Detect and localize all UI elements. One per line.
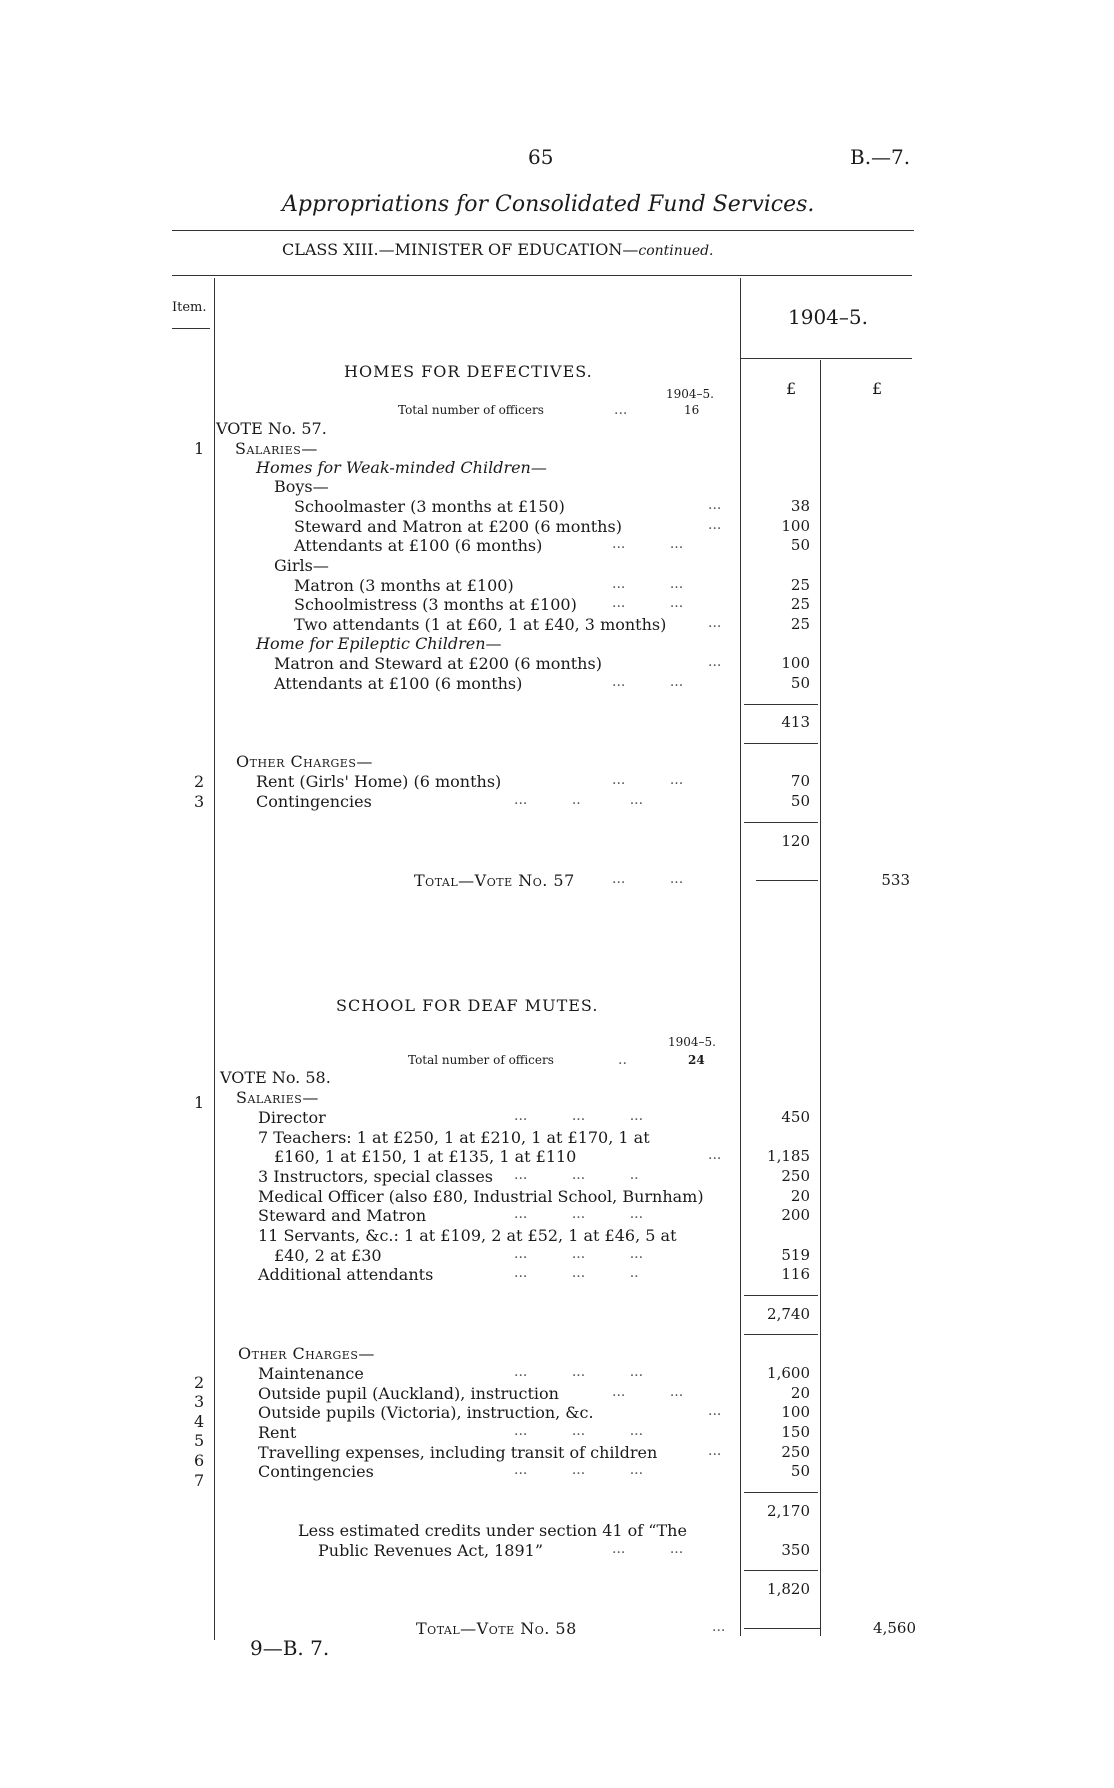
pound-sign-right: £ <box>872 379 883 398</box>
homes-row-label: Matron and Steward at £200 (6 months) <box>274 654 602 673</box>
homes-row-amount: 25 <box>790 595 810 613</box>
leader-dots: ... ... ... <box>514 1246 644 1262</box>
total-rule <box>744 1628 820 1629</box>
deaf-row-label: Additional attendants <box>258 1265 434 1284</box>
leader-dots: ... <box>708 497 722 513</box>
homes-row-amount: 50 <box>790 674 810 692</box>
homes-row-label: Steward and Matron at £200 (6 months) <box>294 517 622 536</box>
deaf-row-amount: 116 <box>781 1265 810 1283</box>
class-line: CLASS XIII.—MINISTER OF EDUCATION— <box>282 240 639 259</box>
subtotal-rule <box>744 743 818 744</box>
item-column-divider <box>214 278 215 1640</box>
deaf-row-label: £40, 2 at £30 <box>274 1246 382 1265</box>
deaf-heading: SCHOOL FOR DEAF MUTES. <box>336 996 599 1015</box>
deaf-other-amount: 250 <box>781 1443 810 1461</box>
document-reference: B.—7. <box>850 145 911 169</box>
leader-dots: ... .. ... <box>514 792 644 808</box>
homes-officers-year: 1904–5. <box>666 387 714 401</box>
item-header-rule <box>172 328 210 329</box>
deaf-officers-count: 24 <box>688 1053 705 1067</box>
amount-column-divider-left <box>740 278 741 1636</box>
deaf-row-amount: 1,185 <box>767 1147 810 1165</box>
homes-row-amount: 100 <box>781 654 810 672</box>
class-heading <box>282 240 714 259</box>
deaf-other-label: Rent <box>258 1423 297 1442</box>
deaf-other-amount: 150 <box>781 1423 810 1441</box>
pound-sign-left: £ <box>786 379 797 398</box>
leader-dots: ... ... ... <box>514 1108 644 1124</box>
subtotal-rule <box>744 1492 818 1493</box>
leader-dots: ... <box>708 517 722 533</box>
leader-dots: ... ... <box>612 576 684 592</box>
deaf-other-label: Travelling expenses, including transit of children <box>258 1443 658 1462</box>
deaf-officers-year: 1904–5. <box>668 1035 716 1049</box>
homes-row-amount: 25 <box>790 615 810 633</box>
boys-heading: Boys— <box>274 477 329 496</box>
homes-vote-total-label: Total—Vote No. 57 <box>414 871 575 890</box>
leader-dots: ... ... <box>612 674 684 690</box>
deaf-vote-total-label: Total—Vote No. 58 <box>416 1619 577 1638</box>
total-rule <box>756 880 818 881</box>
homes-row-label: Attendants at £100 (6 months) <box>274 674 523 693</box>
deaf-credits-amount: 350 <box>781 1541 810 1559</box>
homes-other-total: 120 <box>781 832 810 850</box>
leader-dots: ... <box>708 615 722 631</box>
homes-heading: HOMES FOR DEFECTIVES. <box>344 362 593 381</box>
deaf-row-amount: 519 <box>781 1246 810 1264</box>
homes-other-label: Rent (Girls' Home) (6 months) <box>256 772 502 791</box>
deaf-net-total: 1,820 <box>767 1580 810 1598</box>
year-header-rule <box>740 358 912 359</box>
leader-dots: ... <box>712 1619 726 1635</box>
title-rule <box>172 230 914 231</box>
deaf-row-label: £160, 1 at £150, 1 at £135, 1 at £110 <box>274 1147 577 1166</box>
leader-dots: ... <box>708 1403 722 1419</box>
deaf-row-label: Medical Officer (also £80, Industrial School, Burnham) <box>258 1187 704 1206</box>
homes-other-label: Contingencies <box>256 792 372 811</box>
year-column-header: 1904–5. <box>788 305 868 329</box>
deaf-other-charges-heading: Other Charges— <box>238 1344 375 1363</box>
homes-row-amount: 100 <box>781 517 810 535</box>
homes-officers-dots: ... <box>614 402 628 418</box>
deaf-credits-line1: Less estimated credits under section 41 of “The <box>298 1521 687 1540</box>
deaf-other-amount: 50 <box>790 1462 810 1480</box>
deaf-row-amount: 450 <box>781 1108 810 1126</box>
subtotal-rule <box>744 822 818 823</box>
deaf-row-label: 7 Teachers: 1 at £250, 1 at £210, 1 at £170, 1 at <box>258 1128 650 1147</box>
leader-dots: ... ... <box>612 1541 684 1557</box>
leader-dots: ... ... <box>612 871 684 887</box>
deaf-other-amount: 20 <box>790 1384 810 1402</box>
deaf-officers-label: Total number of officers <box>408 1053 554 1067</box>
leader-dots: ... ... <box>612 536 684 552</box>
homes-other-amount: 70 <box>790 772 810 790</box>
deaf-vote-number: VOTE No. 58. <box>220 1068 331 1087</box>
deaf-other-label: Outside pupil (Auckland), instruction <box>258 1384 559 1403</box>
leader-dots: ... <box>708 1443 722 1459</box>
deaf-officers-dots: .. <box>618 1052 627 1068</box>
homes-row-amount: 38 <box>790 497 810 515</box>
deaf-credits-line2: Public Revenues Act, 1891” <box>318 1541 544 1560</box>
homes-row-label: Matron (3 months at £100) <box>294 576 514 595</box>
deaf-other-item: 2 <box>194 1373 205 1392</box>
deaf-other-label: Outside pupils (Victoria), instruction, &c. <box>258 1403 594 1422</box>
homes-vote-total: 533 <box>881 871 910 889</box>
deaf-row-label: Steward and Matron <box>258 1206 427 1225</box>
homes-salaries-total: 413 <box>781 713 810 731</box>
footer-signature: 9—B. 7. <box>250 1636 330 1660</box>
weak-minded-heading: Homes for Weak-minded Children— <box>256 458 547 477</box>
deaf-other-item: 5 <box>194 1431 205 1450</box>
subtotal-rule <box>744 704 818 705</box>
homes-salaries-heading: Salaries— <box>235 439 318 458</box>
amount-column-divider-mid <box>820 360 821 1636</box>
leader-dots: ... ... ... <box>514 1364 644 1380</box>
homes-row-label: Schoolmaster (3 months at £150) <box>294 497 565 516</box>
homes-row-label: Schoolmistress (3 months at £100) <box>294 595 577 614</box>
leader-dots: ... ... ... <box>514 1206 644 1222</box>
homes-row-amount: 50 <box>790 536 810 554</box>
homes-officers-label: Total number of officers <box>398 403 544 417</box>
deaf-row-label: 11 Servants, &c.: 1 at £109, 2 at £52, 1 at £46, 5 at <box>258 1226 677 1245</box>
leader-dots: ... ... ... <box>514 1423 644 1439</box>
deaf-salaries-item: 1 <box>194 1093 205 1112</box>
deaf-row-amount: 200 <box>781 1206 810 1224</box>
leader-dots: ... <box>708 1147 722 1163</box>
deaf-row-amount: 20 <box>790 1187 810 1205</box>
homes-other-item: 3 <box>194 792 205 811</box>
homes-other-charges-heading: Other Charges— <box>236 752 373 771</box>
epileptic-heading: Home for Epileptic Children— <box>256 634 502 653</box>
homes-row-label: Attendants at £100 (6 months) <box>294 536 543 555</box>
deaf-other-item: 3 <box>194 1392 205 1411</box>
homes-row-amount: 25 <box>790 576 810 594</box>
deaf-other-item: 6 <box>194 1451 205 1470</box>
subtotal-rule <box>744 1334 818 1335</box>
leader-dots: ... ... ... <box>514 1462 644 1478</box>
subtotal-rule <box>744 1295 818 1296</box>
leader-dots: ... ... <box>612 595 684 611</box>
page-title: Appropriations for Consolidated Fund Services. <box>282 192 815 217</box>
homes-row-label: Two attendants (1 at £60, 1 at £40, 3 months) <box>294 615 667 634</box>
deaf-vote-total: 4,560 <box>873 1619 916 1637</box>
deaf-other-amount: 100 <box>781 1403 810 1421</box>
deaf-other-label: Contingencies <box>258 1462 374 1481</box>
page-number: 65 <box>528 145 554 169</box>
subtotal-rule <box>744 1570 818 1571</box>
homes-officers-count: 16 <box>684 403 700 417</box>
deaf-salaries-heading: Salaries— <box>236 1088 319 1107</box>
leader-dots: ... ... <box>612 1384 684 1400</box>
leader-dots: ... ... <box>612 772 684 788</box>
deaf-other-item: 4 <box>194 1412 205 1431</box>
deaf-salaries-total: 2,740 <box>767 1305 810 1323</box>
homes-other-amount: 50 <box>790 792 810 810</box>
deaf-row-label: Director <box>258 1108 326 1127</box>
deaf-row-label: 3 Instructors, special classes <box>258 1167 493 1186</box>
class-continued: continued. <box>638 243 714 259</box>
deaf-other-label: Maintenance <box>258 1364 364 1383</box>
leader-dots: ... ... .. <box>514 1265 639 1281</box>
leader-dots: ... <box>708 654 722 670</box>
deaf-other-amount: 1,600 <box>767 1364 810 1382</box>
homes-other-item: 2 <box>194 772 205 791</box>
deaf-other-item: 7 <box>194 1471 205 1490</box>
homes-salaries-item: 1 <box>194 439 205 458</box>
homes-vote-number: VOTE No. 57. <box>216 419 327 438</box>
deaf-other-total: 2,170 <box>767 1502 810 1520</box>
girls-heading: Girls— <box>274 556 329 575</box>
header-rule <box>172 275 912 276</box>
item-column-header: Item. <box>172 300 207 315</box>
deaf-row-amount: 250 <box>781 1167 810 1185</box>
leader-dots: ... ... .. <box>514 1167 639 1183</box>
